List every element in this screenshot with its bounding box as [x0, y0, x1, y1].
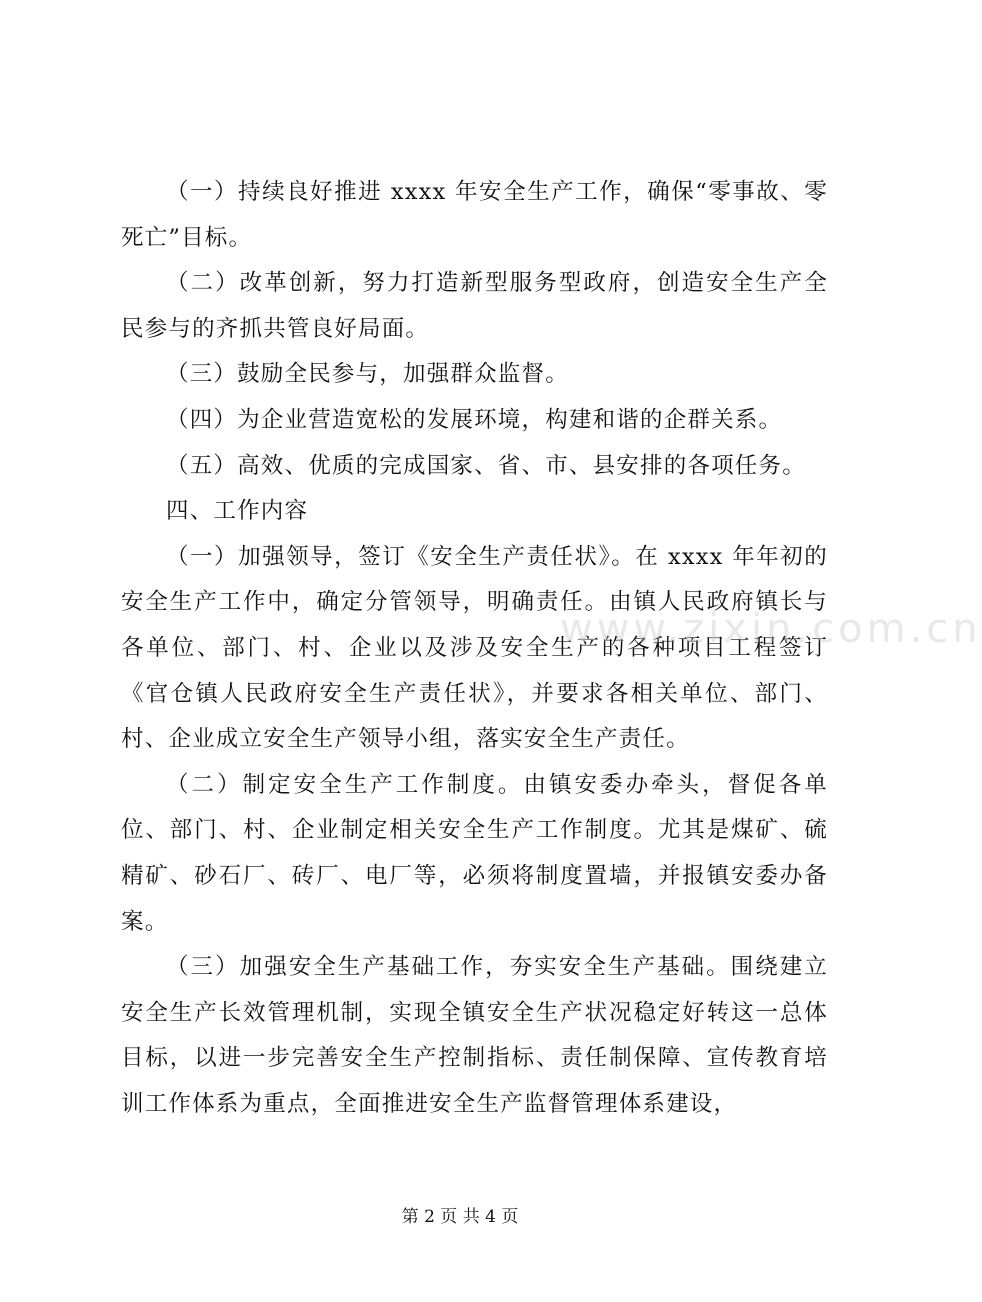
goal-paragraph-4: （四）为企业营造宽松的发展环境，构建和谐的企群关系。: [166, 406, 783, 433]
watermark: www.zixin.com.cn: [560, 606, 982, 652]
work-paragraph-1: （一）加强领导，签订《安全生产责任状》。在 xxxx 年年初的安全生产工作中，确定分管领导，明确责任。由镇人民政府镇长与各单位、部门、村、企业以及涉及安全生产的各种项目工程签订《官仓镇人民政府安全生产责任状》，并要求各相关单位、部门、村、企业成立安全生产领导小组，落实安全生产责任。: [121, 543, 828, 753]
work-paragraph-2: （二）制定安全生产工作制度。由镇安委办牵头，督促各单位、部门、村、企业制定相关安全生产工作制度。尤其是煤矿、硫精矿、砂石厂、砖厂、电厂等，必须将制度置墙，并报镇安委办备案。: [121, 771, 828, 935]
section-heading-work-content: 四、工作内容: [166, 498, 309, 525]
goal-paragraph-2: （二）改革创新，努力打造新型服务型政府，创造安全生产全民参与的齐抓共管良好局面。: [121, 270, 828, 342]
work-paragraph-3: （三）加强安全生产基础工作，夯实安全生产基础。围绕建立安全生产长效管理机制，实现全镇安全生产状况稳定好转这一总体目标，以进一步完善安全生产控制指标、责任制保障、宣传教育培训工作体系为重点，全面推进安全生产监督管理体系建设，: [121, 954, 828, 1117]
goal-paragraph-1: （一）持续良好推进 xxxx 年安全生产工作，确保“零事故、零死亡”目标。: [121, 179, 828, 251]
goal-paragraph-3: （三）鼓励全民参与，加强群众监督。: [166, 361, 569, 388]
page-footer: 第 2 页 共 4 页: [401, 1207, 519, 1227]
goal-paragraph-5: （五）高效、优质的完成国家、省、市、县安排的各项任务。: [166, 452, 806, 479]
document-body: [121, 170, 828, 1127]
